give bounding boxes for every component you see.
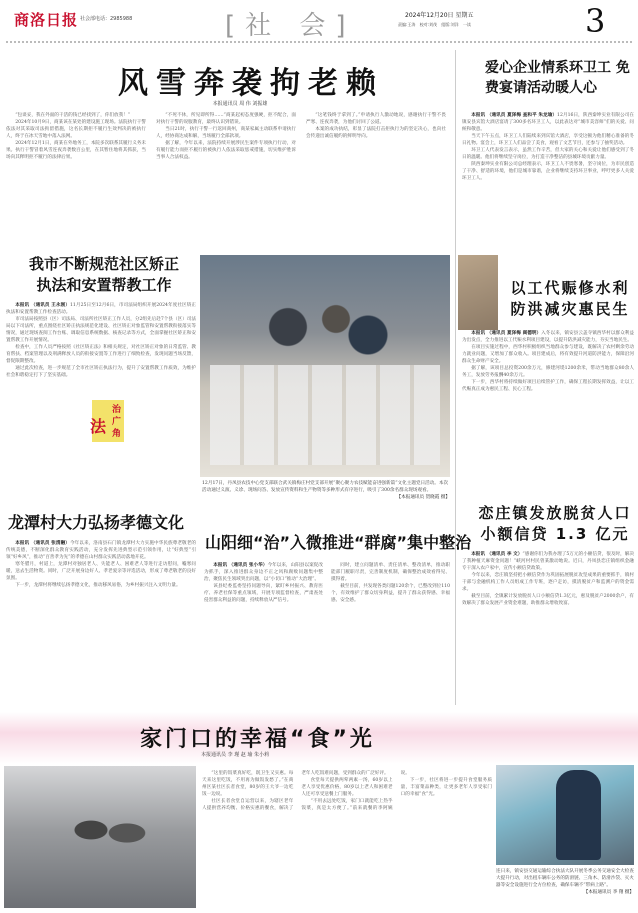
article-body: 本报讯 （通讯员 夏泽梅 查和平 朱龙瑜）12月16日，陕西秦坤实业有限公司在镇安县宾馆大酒店宴请了300多名环卫工人，以此表达对“城市美容师”们的关爱、问候和敬意。 当天下午五点，环卫工人们陆续来到宾馆大酒店，享受这顿为他们精心准备的冬日礼物。宴会上，环卫工人们品尝了美食，观看了文艺节目，还参与了抽奖活动。 环卫工人代表发言表示，虽然工作辛苦，但大家的关心和关爱让他们感受到了冬日的温暖。他们将继续坚守岗位，为打造干净整洁的县城环境贡献力量。 陕西秦坤实业有限公司总经理表示，环卫工人不畏寒暑，坚守岗位，为市民创造了干净、舒适的环境，他们是城市靠谱，企业将继续支持环卫事业，呼吁更多人关爱环卫工人。	[462, 113, 634, 181]
photo-farm-event	[200, 255, 450, 477]
headline-lianzhuang: 恋庄镇发放脱贫人口 小额信贷 1.3 亿元	[478, 504, 632, 543]
editor-credits: 责编:王涛 校对:刘茂 组版:刘洋 一读	[398, 22, 471, 27]
headline-xingfu-shiguang: 家门口的幸福“食”光	[140, 727, 375, 752]
headline-shequ: 我市不断规范社区矫正 执法和安置帮教工作	[28, 255, 179, 294]
photo-caption: 连日来，镇安县交通运输综合执法大队开展冬季公务交通安全大检查大提升行动，对出租车辆车公务的防滑链、三角木、防滑沙袋、灭火器等安全设施进行全方位检查，确保车辆不“带病上路”。 【本报通讯员 李 翔 摄】	[496, 869, 634, 895]
fazhi-guangjiao-badge: 法 治 广 角	[92, 400, 124, 442]
headline-aixin: 爱心企业情系环卫工 免费宴请活动暖人心	[485, 60, 630, 96]
issue-date: 2024年12月20日 星期五	[405, 12, 474, 19]
newspaper-logo: 商洛日报	[14, 11, 79, 29]
header-divider	[6, 41, 632, 43]
photo-water-project	[458, 255, 498, 330]
headline-fengxue: 风雪奔袭拘老赖	[118, 66, 384, 101]
headline-yigongdaizhen: 以工代赈修水利 防洪减灾惠民生	[510, 279, 630, 318]
byline: 本报通讯员 李 瑾 赵 瑜 朱小莉	[201, 752, 269, 758]
article-body: “这里的饭菜真好吃，既卫生又实惠。每天来这里吃饭，不用再为做饭发愁了。”在商州区某社区长者食堂，80岁的王大爷一边吃饭一边说。 社区长者食堂自运营以来，为辖区老年人提供营养均衡、价格实惠的餐食，解决了老年人吃饭难问题，受到群众的广泛好评。 食堂每天提供两荤两素一汤，60岁以上老人享受优惠价格，80岁以上老人和困难老人还可享受送餐上门服务。 “不用去远处吃饭，家门口就能吃上热乎饭菜，真是太方便了。”前来就餐的李阿姨说。 下一步，社区将进一步提升食堂服务质量，丰富菜品种类，让更多老年人享受家门口的幸福“食”光。	[202, 771, 492, 811]
page-number: 3	[585, 2, 606, 40]
section-title: [社 会]	[225, 11, 356, 41]
article-body: 本报讯 （通讯员 张清融）今年以来，洛南县石门镇龙潭村大力实施中华民族尊老敬老的传统美德，不断深化群众教育实践活动，充分发挥先进典型示范引领作用，让“好典型”引领“好乡风”，推动“百善孝为先”的孝德在山村群众实践活动落地开花。 寒冬腊月，村道上，龙潭村对独居老人、失能老人、困难老人等进行走访慰问，嘘寒问暖，送去生活物资。同时，广泛开展身边好人、孝老爱亲等评选活动，形成了尊老敬老的良好氛围。 下一步，龙潭村将继续弘扬孝德文化，推动移风易俗，为乡村振兴注入文明力量。	[6, 541, 196, 588]
department-phone: 社会部电话：2985988	[80, 16, 133, 22]
article-body: 本报讯 （通讯员 李 文）“感谢你们为我办理了5万元的小额信贷，很及时，解决了我种植天麻资金问题！”峡河村村民曾某激动地说。近日，丹凤县恋庄镇组织金融专干深入农户家中，宣传小额信贷政策。 今年以来，恋庄镇坚持把小额信贷作为巩固拓展脱贫攻坚成果的重要抓手，镇村干部与金融机构工作人员组成工作专班，逐户走访，摸清脱贫户和监测户的资金需求。 截至目前，全镇累计发放脱贫人口小额信贷1.3亿元，惠及脱贫户2000余户，有效解决了群众发展产业资金难题，助推群众增收致富。	[462, 552, 634, 606]
article-body: 本报讯 （通讯员 王永刚）11月25日至12月6日，市司法局组织开展2024年度社区矫正执法和安置帮教工作检查活动。 市司法局按照县（区）司法局、司法所社区矫正工作人员，分2组先后赴7个县（区）司法局以下司法所，重点围绕社区矫正执法规范化建设、社区矫正对象监管和安置帮教衔接落实等情况，通过现场查阅工作台账、调取信息系统数据、核查记录等方式，全面掌握社区矫正和安置帮教工作开展情况。 检查中，工作人员严格按照《社区矫正法》和相关规定，对社区矫正对象的日常监管、教育帮扶、档案管理以及刑满释放人员的衔接安置等工作进行了细致检查，发现问题当场反馈，督促限期整改。 通过此次检查，进一步规范了全市社区矫正执法行为，提升了安置帮教工作质效，为维护社会和谐稳定打下了坚实基础。	[6, 303, 196, 378]
photo-caption: 12月17日，丹凤县农技中心党支部联合武关镇梅庄村党支部开展“聚心聚力农技赋能奋进强新篇”文化主题党日活动。本次活动通过义演、义诊、现场问答、发放宣传资料和生产物资等多种形式有序进行，吸引了300余名群众现场观看。 【本报通讯员 贺晓霞 摄】	[202, 481, 450, 500]
byline: 本报通讯员 周 伟 刘振雄	[212, 101, 268, 107]
photo-canteen	[4, 766, 196, 908]
article-body: 本报讯 （通讯员 张小华）今年以来，山阳县以案促改为抓手，深入推进群众身边不正之风和腐败问题集中整治，聚焦民生领域突出问题，以“小切口”推动“大治理”。 该县纪委监委坚持问题导向，紧盯乡村振兴、教育医疗、养老社保等重点领域，开展专项监督检查，严肃查处侵害群众利益的问题，持续释放从严信号。 同时，建立问题清单、责任清单、整改清单，推动职能部门履职尽责，完善制度机制，确保整治成效看得见、摸得着。 截至目前，共发现各类问题120余个，已整改到位110个，有效维护了群众切身利益，提升了群众获得感、幸福感、安全感。	[204, 563, 450, 603]
headline-shanyang: 山阳细“治”入微推进“群腐”集中整治	[205, 533, 472, 552]
article-body: 本报讯 （通讯员 夏泽梅 阎德明）入冬以来，镇安县云盖寺镇西华村以群众利益为出发点，全力推进以工代赈水利项目建设，以提升防洪减灾能力，夯实当地民生。 在项目实施过程中，西华村积极组织当地群众参与建设，既解决了农村剩余劳动力就业问题，又增加了群众收入。项目建成后，将有效提升河道防洪能力，保障沿河群众生命财产安全。 据了解，该项目总投资200余万元，修建河堤1200余米，带动当地群众80余人务工，发放劳务报酬40余万元。 下一步，西华村将持续做好项目后续管护工作，确保工程长期发挥效益，让以工代赈真正成为惠民工程、民心工程。	[462, 331, 634, 392]
column-divider	[455, 50, 456, 705]
article-body: “包谈妥，我在外面的干活的钱已经找到了，你们放我！” 2024年10月9日，商某该在某处的建设施工现场。法院执行干警依法对其采取司法拘留措施，这名长期拒不履行生效判决的被执行人，终于在冰天雪地中落入法网。 2024年12月1日，商某在外地务工，本院多次联系其履行义务未果。执行干警冒着风雪连夜奔袭数百公里，在其暂住地将其抓获，当场向其释明拒不履行的法律后果。 “不死不休，所见即所得……”商某起初态度强硬，拒不配合，面对执行干警的说服教育，最终认识到错误。 当日21时，执行干警一行返回商州，商某家属主动联系申请执行人，经协商达成和解，当场履行全部款项。 据了解，今年以来，法院持续开展涉民生案件专项执行行动，对有履行能力而拒不履行的被执行人依法采取惩戒措施，切实维护胜诉当事人合法权益。 “这笔钱终于拿到了。”申请执行人激动地说，感谢执行干警不畏严寒、连夜奔袭，为他们讨回了公道。 本案的成功执结，彰显了法院打击拒执行为的坚定决心，也向社会传递出诚信履约的鲜明导向。	[6, 113, 446, 160]
photo-vehicle-inspection	[496, 765, 634, 865]
headline-longtan: 龙潭村大力弘扬孝德文化	[8, 513, 185, 532]
